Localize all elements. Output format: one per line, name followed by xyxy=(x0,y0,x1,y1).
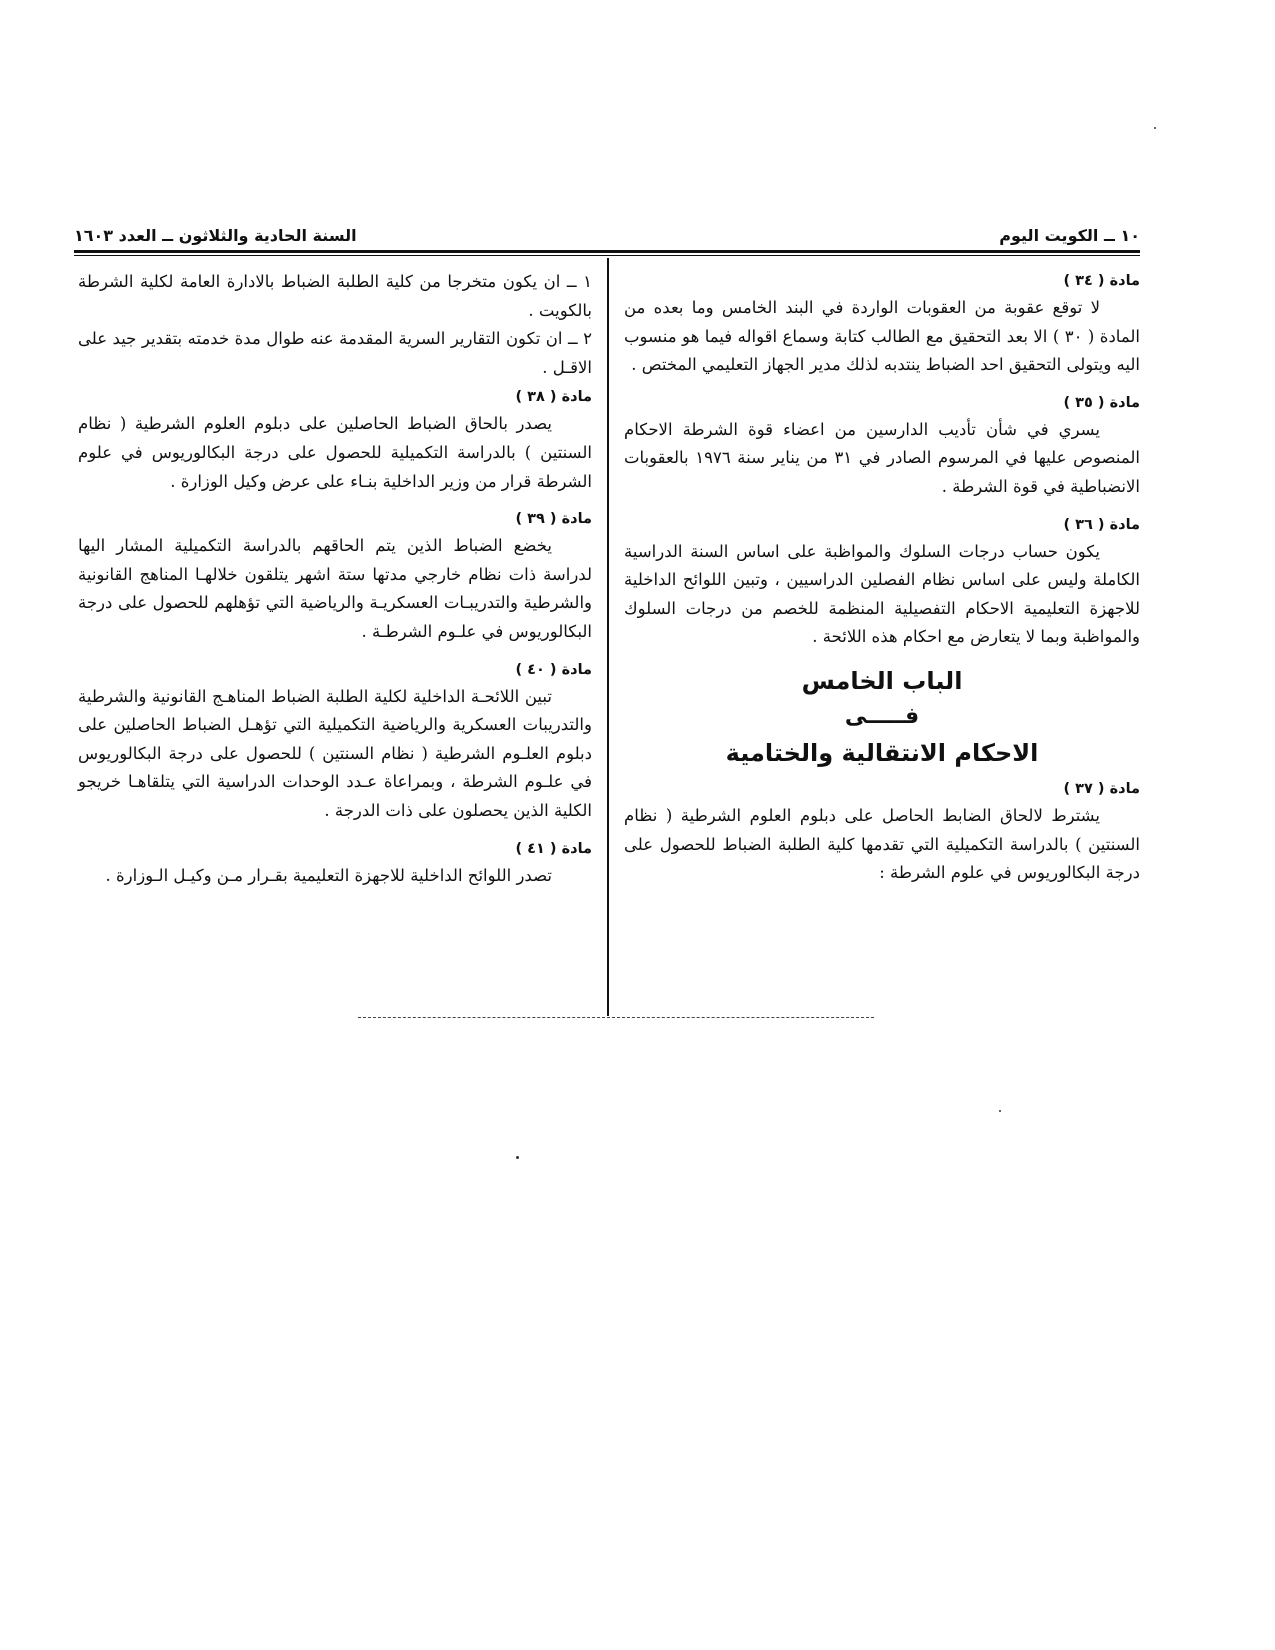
column-divider xyxy=(607,258,609,1016)
header-rule-thin xyxy=(74,255,1140,256)
article-40-text: تبين اللائحـة الداخلية لكلية الطلبة الضباط المناهـج القانونية والشرطية والتدريبات العسكرية والرياضية التكميلية التي تؤهـل الضباط الحاصلين على دبلوم العلـوم الشرطية ( نظام السنتين ) للحصول على درجة البكالوريوس في علـوم الشرطة ، وبمراعاة عـدد الوحدات الدراسية التي يتلقاهـا خريجو الكلية الذين يحصلون على ذات الدرجة . xyxy=(78,686,592,820)
article-36-title: مادة ( ٣٦ ) xyxy=(1063,516,1140,533)
header-issue-info: السنة الحادية والثلاثون ــ العدد ١٦٠٣ xyxy=(74,225,357,245)
article-37-text: يشترط لالحاق الضابط الحاصل على دبلوم العلوم الشرطية ( نظام السنتين ) بالدراسة التكميلية التي تقدمها كلية الطلبة الضباط للحصول على درجة البكالوريوس في علوم الشرطة : xyxy=(624,805,1140,883)
scan-speck xyxy=(1154,127,1156,129)
right-column xyxy=(624,268,1140,898)
article-38-title: مادة ( ٣٨ ) xyxy=(515,389,592,406)
article-37-title: مادة ( ٣٧ ) xyxy=(1063,780,1140,797)
article-37-condition-2: ٢ ــ ان تكون التقارير السرية المقدمة عنه طوال مدة خدمته بتقدير جيد على الاقـل . xyxy=(78,329,592,377)
scan-speck xyxy=(999,1110,1001,1112)
article-39-text: يخضع الضباط الذين يتم الحاقهم بالدراسة التكميلية المشار اليها لدراسة ذات نظام خارجي مدتها ستة اشهر يتلقون خلالهـا المناهج القانونية والشرطية والتدريبـات العسكريـة والرياضية التي تؤهلهم للحصول على درجة البكالوريوس في علـوم الشرطـة . xyxy=(78,536,592,641)
footer-rule xyxy=(358,1017,874,1019)
scan-speck xyxy=(516,1156,519,1159)
article-37-condition-1: ١ ــ ان يكون متخرجا من كلية الطلبة الضباط بالادارة العامة لكلية الشرطة بالكويت . xyxy=(78,272,592,320)
article-36-text: يكون حساب درجات السلوك والمواظبة على اساس السنة الدراسية الكاملة وليس على اساس نظام الفصلين الدراسيين ، وتبين اللوائح الداخلية للاجهزة التعليمية الاحكام التفصيلية المنظمة للخصم من درجات السلوك والمواظبة وبما لا يتعارض مع احكام هذه اللائحة . xyxy=(624,541,1140,647)
article-41-text: تصدر اللوائح الداخلية للاجهزة التعليمية بقـرار مـن وكيـل الـوزارة . xyxy=(105,865,552,885)
article-35-title: مادة ( ٣٥ ) xyxy=(1063,394,1140,411)
article-40-title: مادة ( ٤٠ ) xyxy=(515,661,592,678)
page-header xyxy=(74,222,1140,248)
article-35-text: يسري في شأن تأديب الدارسين من اعضاء قوة الشرطة الاحكام المنصوص عليها في المرسوم الصادر في ٣١ من يناير سنة ١٩٧٦ بالعقوبات الانضباطية في قوة الشرطة . xyxy=(624,419,1140,496)
article-38-text: يصدر بالحاق الضباط الحاصلين على دبلوم العلوم الشرطية ( نظام السنتين ) بالدراسة التكميلية للحصول على درجة البكالوريوس في علوم الشرطة قرار من وزير الداخلية بنـاء على عرض وكيل الوزارة . xyxy=(78,414,592,491)
article-34-text: لا توقع عقوبة من العقوبات الواردة في البند الخامس وما بعده من المادة ( ٣٠ ) الا بعد التحقيق مع الطالب كتابة وسماع اقواله فيما هو منسوب اليه ويتولى التحقيق احد الضباط ينتدبه لذلك مدير الجهاز التعليمي المختص . xyxy=(624,298,1140,375)
header-rule xyxy=(74,250,1140,253)
header-page-title: ١٠ ــ الكويت اليوم xyxy=(999,225,1140,245)
chapter-subtitle: الاحكام الانتقالية والختامية xyxy=(725,738,1039,767)
article-39-title: مادة ( ٣٩ ) xyxy=(515,511,592,528)
article-34-title: مادة ( ٣٤ ) xyxy=(1063,273,1140,289)
chapter-heading: الباب الخامس xyxy=(801,666,963,695)
article-41-title: مادة ( ٤١ ) xyxy=(515,840,592,857)
left-column xyxy=(78,268,592,900)
chapter-heading-connector: فـــــى xyxy=(844,703,920,729)
